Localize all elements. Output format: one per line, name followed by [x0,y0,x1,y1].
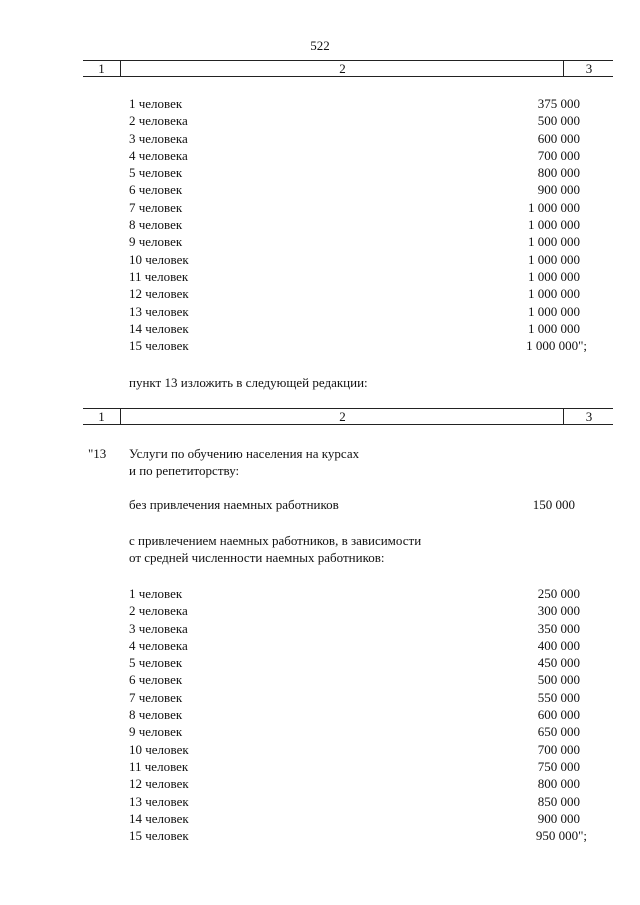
list-item-value: 500 000 [537,672,580,688]
list-item-label: 4 человека [129,637,188,653]
list-item-value: 1 000 000 [528,320,580,336]
list-item-label: 15 человек [129,828,189,844]
list-item [0,689,640,706]
list-item-value: 1 000 000 [528,234,580,250]
list-item [0,654,640,671]
list-item [0,793,640,810]
list-item-value: 700 000 [537,147,580,163]
list-item-label: 3 человека [129,620,188,636]
list-item-label: 5 человек [129,165,183,181]
list-item-value: 900 000 [537,182,580,198]
list-item-value: 600 000 [537,707,580,723]
list-item-value: 800 000 [537,165,580,181]
list-item-value: 500 000 [537,113,580,129]
list-item-label: 10 человек [129,741,189,757]
column-header-2: 2 [120,409,564,424]
list-item-value: 800 000 [537,776,580,792]
list-item [0,827,640,844]
list-item-value: 1 000 000 [528,303,580,319]
list-item [0,602,640,619]
column-header-row-1 [83,60,613,77]
list-item [0,251,640,268]
list-item [0,268,640,285]
list-item-value: 375 000 [537,96,580,111]
item-number: "13 [88,446,107,461]
list-item-label: 1 человек [129,96,183,111]
list-item-label: 3 человека [129,130,188,146]
list-item-label: 7 человек [129,199,183,215]
item-title-line1: Услуги по обучению населения на курсах [129,446,360,461]
list-item-label: 13 человек [129,793,189,809]
page-number: 522 [310,38,330,53]
list-item [0,216,640,233]
list-item-label: 15 человек [129,338,189,354]
column-header-3: 3 [563,409,614,424]
list-item [0,112,640,129]
list-item-value: 850 000 [537,793,580,809]
list-item-value: 1 000 000 [528,251,580,267]
list-item-value: 900 000 [537,810,580,826]
list-item [0,95,640,112]
list-item-value: 450 000 [537,655,580,671]
list-item-value: 1 000 000 [528,286,580,302]
list-item [0,706,640,723]
list-item [0,671,640,688]
list-item-label: 11 человек [129,268,189,284]
list-item-value: 1 000 000 [528,217,580,233]
list-item [0,758,640,775]
list-item-value: 250 000 [537,586,580,601]
hire-line2: от средней численности наемных работников: [129,550,385,565]
column-header-3: 3 [563,61,614,76]
list-item [0,585,640,602]
list-item-label: 2 человека [129,113,188,129]
list-item-label: 1 человек [129,586,183,601]
no-hire-label: без привлечения наемных работников [129,497,339,512]
list-item [0,620,640,637]
list-item-value: 600 000 [537,130,580,146]
column-header-1: 1 [98,61,105,76]
staff-rate-list-1 [0,95,640,354]
list-item-label: 14 человек [129,320,189,336]
list-item [0,775,640,792]
list-item [0,285,640,302]
list-item [0,181,640,198]
list-item-value: 650 000 [537,724,580,740]
list-item-label: 12 человек [129,286,189,302]
list-item-label: 14 человек [129,810,189,826]
list-item-label: 9 человек [129,724,183,740]
list-item-label: 2 человека [129,603,188,619]
instruction-text: пункт 13 изложить в следующей редакции: [129,375,368,390]
list-item-value: 550 000 [537,689,580,705]
list-item-value: 400 000 [537,637,580,653]
list-item-value: 1 000 000 [528,268,580,284]
list-item-value: 300 000 [537,603,580,619]
list-item-value: 700 000 [537,741,580,757]
list-item-label: 11 человек [129,758,189,774]
list-item-value: 950 000"; [535,828,587,844]
list-item [0,320,640,337]
column-header-2: 2 [120,61,564,76]
list-item-label: 8 человек [129,707,183,723]
column-header-row-2 [83,408,613,425]
list-item [0,303,640,320]
staff-rate-list-2 [0,585,640,844]
list-item-label: 4 человека [129,147,188,163]
list-item-value: 750 000 [537,758,580,774]
hire-line1: с привлечением наемных работников, в зависимости [129,533,422,548]
list-item-label: 6 человек [129,672,183,688]
list-item-label: 13 человек [129,303,189,319]
list-item [0,199,640,216]
list-item [0,810,640,827]
list-item [0,723,640,740]
list-item [0,337,640,354]
list-item-label: 12 человек [129,776,189,792]
list-item-value: 350 000 [537,620,580,636]
list-item-label: 8 человек [129,217,183,233]
list-item [0,147,640,164]
list-item [0,637,640,654]
no-hire-value: 150 000 [532,497,575,512]
list-item-label: 9 человек [129,234,183,250]
column-header-1: 1 [98,409,105,424]
item-title-line2: и по репетиторству: [129,463,240,478]
list-item-label: 10 человек [129,251,189,267]
list-item-label: 5 человек [129,655,183,671]
list-item [0,130,640,147]
list-item [0,233,640,250]
list-item-label: 6 человек [129,182,183,198]
list-item [0,741,640,758]
list-item-value: 1 000 000"; [526,338,587,354]
list-item [0,164,640,181]
list-item-label: 7 человек [129,689,183,705]
list-item-value: 1 000 000 [528,199,580,215]
